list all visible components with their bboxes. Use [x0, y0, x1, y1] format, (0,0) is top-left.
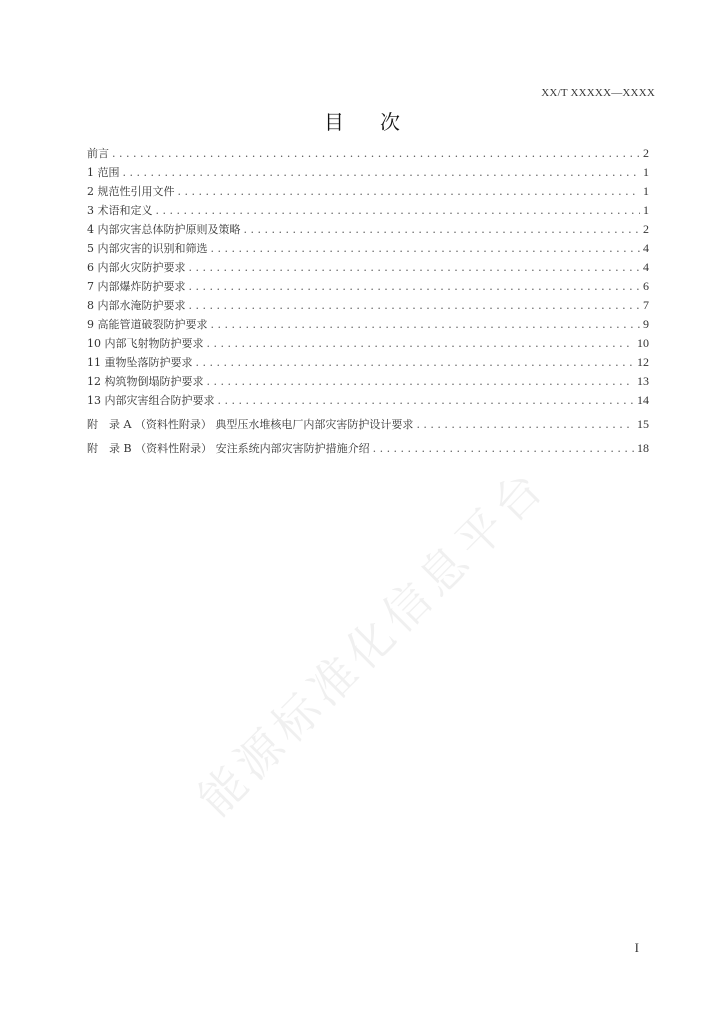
toc-entry-text: 7 内部爆炸防护要求: [87, 280, 186, 293]
toc-leader-dots: [196, 353, 635, 372]
toc-entry-text: 附 录 A （资料性附录） 典型压水堆核电厂内部灾害防护设计要求: [87, 418, 414, 431]
toc-entry-page: 1: [643, 165, 649, 179]
toc-entry-text: 11 重物坠落防护要求: [87, 356, 193, 369]
toc-entry-page: 9: [643, 317, 649, 331]
toc-entry-text: 9 高能管道破裂防护要求: [87, 318, 208, 331]
toc-entry-appendix-b[interactable]: [87, 439, 649, 458]
toc-entry-1[interactable]: [87, 163, 649, 182]
toc-entry-7[interactable]: [87, 277, 649, 296]
toc-entry-page: 14: [637, 393, 649, 407]
toc-entry-text: 1 范围: [87, 166, 120, 179]
toc-entry-page: 2: [643, 222, 649, 236]
toc-entry-text: 8 内部水淹防护要求: [87, 299, 186, 312]
toc-entry-9[interactable]: [87, 315, 649, 334]
toc-entry-text: 10 内部飞射物防护要求: [87, 337, 204, 350]
toc-entry-3[interactable]: [87, 201, 649, 220]
toc-leader-dots: [123, 163, 641, 182]
toc-entry-page: 4: [643, 241, 649, 255]
toc-leader-dots: [211, 315, 641, 334]
toc-leader-dots: [416, 415, 634, 434]
toc-entry-page: 13: [637, 374, 649, 388]
toc-entry-page: 4: [643, 260, 649, 274]
toc-entry-6[interactable]: [87, 258, 649, 277]
toc-entry-text: 6 内部火灾防护要求: [87, 261, 186, 274]
toc-entry-page: 12: [637, 355, 649, 369]
toc-leader-dots: [244, 220, 641, 239]
table-of-contents: [87, 144, 649, 458]
toc-entry-page: 15: [637, 417, 649, 431]
toc-leader-dots: [189, 277, 641, 296]
toc-leader-dots: [218, 391, 635, 410]
toc-entry-page: 1: [643, 203, 649, 217]
toc-entry-appendix-a[interactable]: [87, 415, 649, 434]
toc-entry-text: 附 录 B （资料性附录） 安注系统内部灾害防护措施介绍: [87, 442, 370, 455]
toc-leader-dots: [373, 439, 634, 458]
toc-leader-dots: [112, 144, 640, 163]
toc-entry-12[interactable]: [87, 372, 649, 391]
toc-entry-5[interactable]: [87, 239, 649, 258]
toc-leader-dots: [207, 334, 635, 353]
toc-leader-dots: [211, 239, 641, 258]
toc-entry-page: 7: [643, 298, 649, 312]
toc-leader-dots: [207, 372, 635, 391]
toc-entry-foreword[interactable]: [87, 144, 649, 163]
toc-entry-page: 10: [637, 336, 649, 350]
toc-entry-page: 2: [643, 146, 649, 160]
toc-entry-text: 前言: [87, 147, 109, 160]
toc-entry-2[interactable]: [87, 182, 649, 201]
toc-entry-page: 1: [643, 184, 649, 198]
toc-entry-10[interactable]: [87, 334, 649, 353]
toc-entry-text: 13 内部灾害组合防护要求: [87, 394, 215, 407]
toc-entry-11[interactable]: [87, 353, 649, 372]
toc-entry-text: 12 构筑物倒塌防护要求: [87, 375, 204, 388]
toc-entry-4[interactable]: [87, 220, 649, 239]
document-code: XX/T XXXXX—XXXX: [541, 87, 655, 99]
toc-entry-page: 18: [637, 441, 649, 455]
toc-leader-dots: [189, 258, 641, 277]
watermark: 能源标准化信息平台: [187, 457, 557, 827]
toc-entry-text: 2 规范性引用文件: [87, 185, 175, 198]
toc-entry-13[interactable]: [87, 391, 649, 410]
toc-leader-dots: [156, 201, 641, 220]
toc-entry-8[interactable]: [87, 296, 649, 315]
toc-entry-text: 4 内部灾害总体防护原则及策略: [87, 223, 241, 236]
toc-leader-dots: [178, 182, 641, 201]
toc-entry-text: 5 内部灾害的识别和筛选: [87, 242, 208, 255]
toc-leader-dots: [189, 296, 641, 315]
toc-title: 目次: [324, 110, 436, 134]
toc-entry-text: 3 术语和定义: [87, 204, 153, 217]
toc-entry-page: 6: [643, 279, 649, 293]
page-number: I: [634, 940, 639, 955]
